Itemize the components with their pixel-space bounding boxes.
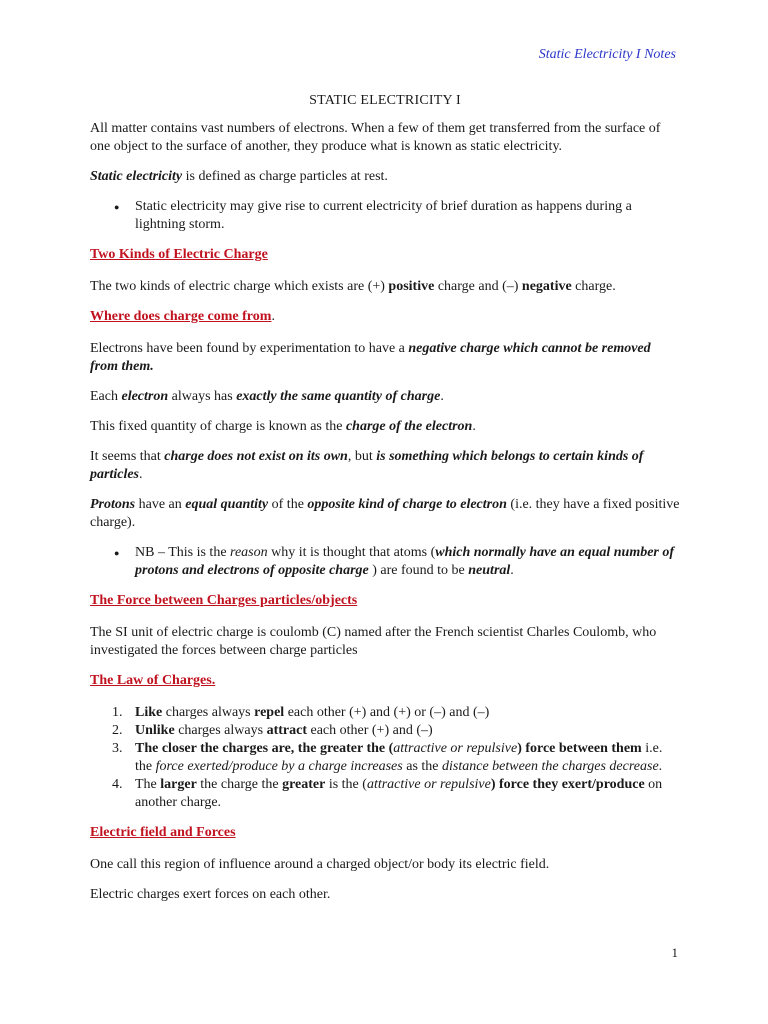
text-span: . [139,467,143,482]
text-span: Each [90,389,122,404]
text-span: . [440,389,444,404]
text-span: have an [135,497,186,512]
emphasis: charge does not exist on its own [164,449,348,464]
text-span: The [135,777,161,792]
header-note: Static Electricity I Notes [538,47,676,62]
heading-law-of-charges: The Law of Charges. [90,673,216,688]
emphasis: equal quantity [185,497,269,512]
definition-term: Static electricity [90,169,183,184]
emphasis: electron [121,389,169,404]
emphasis: Protons [90,497,136,512]
origin-paragraph-5 [90,496,680,532]
text-span: It seems that [90,449,165,464]
text-span: always has [168,389,237,404]
list-item [90,722,680,740]
law-list [90,704,680,812]
emphasis: charge of the electron [345,419,473,434]
text-span: each other (+) and (+) or (–) and (–) [284,705,490,720]
list-number: 1. [112,705,123,720]
list-item [90,704,680,722]
emphasis: attractive or repulsive [393,741,518,756]
text-span: (i.e. they have a fixed positive charge). [90,497,680,530]
text-span: This fixed quantity of charge is known as the [90,419,346,434]
emphasis: negative charge which cannot be removed from them. [90,341,651,374]
heading-text: Where does charge come from [90,309,272,324]
origin-paragraph-2 [90,388,680,406]
emphasis: reason [230,545,268,560]
emphasis: attractive or repulsive [366,777,491,792]
field-paragraph-2: Electric charges exert forces on each other. [90,887,331,902]
text-span: is the ( [325,777,367,792]
list-number: 2. [112,723,123,738]
text-span: ) are found to be [368,563,469,578]
text-span: , but [347,449,377,464]
list-item [90,740,680,776]
intro-paragraph: All matter contains vast numbers of electrons. When a few of them get transferred from the surface of one object to the surface of another, they produce what is known as static electricity. [90,121,661,154]
list-number: 4. [112,777,123,792]
text-span: charges always [162,705,255,720]
list-number: 3. [112,741,123,756]
emphasis: opposite kind of charge to electron [307,497,507,512]
heading-tail: . [271,309,275,324]
field-paragraph-1: One call this region of influence around a charged object/or body its electric field. [90,857,550,872]
emphasis: neutral [468,563,511,578]
origin-paragraph-3 [90,418,680,436]
text-span: of the [268,497,308,512]
emphasis: greater [282,777,326,792]
text-span: i.e. the [135,741,663,774]
emphasis: Like [135,705,163,720]
emphasis: which normally have an equal number of protons and electrons of opposite charge [135,545,675,578]
text-span: . [658,759,663,774]
page-number: 1 [671,945,678,960]
emphasis: Unlike [135,723,175,738]
negative-term: negative [521,279,572,294]
emphasis: force exerted/produce by a charge increases [155,759,403,774]
emphasis: repel [254,705,285,720]
emphasis: attract [266,723,307,738]
emphasis: larger [160,777,197,792]
page-title: STATIC ELECTRICITY I [309,93,461,108]
emphasis: The closer the charges are, the greater the ( [135,741,394,756]
heading-two-kinds: Two Kinds of Electric Charge [90,247,268,262]
origin-paragraph-4 [90,448,680,484]
emphasis: distance between the charges decrease [442,759,659,774]
emphasis: ) force they exert/produce [490,777,645,792]
text-span: the charge the [196,777,283,792]
text-span: Electrons have been found by experimentation to have a [90,341,409,356]
text-span: . [472,419,476,434]
text-span: charges always [174,723,267,738]
positive-term: positive [388,279,435,294]
origin-paragraph-1 [90,340,680,376]
emphasis: ) force between them [517,741,642,756]
text-span: NB – This is the [135,545,231,560]
text-span: each other (+) and (–) [306,723,433,738]
list-item: ● Static electricity may give rise to current electricity of brief duration as happens during a lightning storm. [90,198,680,234]
text-span: The two kinds of electric charge which exists are (+) [90,279,389,294]
heading-electric-field: Electric field and Forces [90,825,236,840]
force-paragraph: The SI unit of electric charge is coulomb (C) named after the French scientist Charles Coulomb, who investigated the forces between charge particles [90,625,657,658]
kinds-paragraph [90,278,680,296]
text-span: as the [402,759,442,774]
list-item [90,776,680,812]
list-item [90,544,680,580]
heading-charge-origin [90,308,680,326]
text-span: on another charge. [135,777,663,810]
definition-text: is defined as charge particles at rest. [182,169,388,184]
emphasis: is something which belongs to certain kinds of particles [90,449,644,482]
definition-paragraph [90,168,680,186]
text-span: charge. [571,279,616,294]
document-body [90,92,680,916]
emphasis: exactly the same quantity of charge [236,389,441,404]
text-span: . [510,563,514,578]
heading-force: The Force between Charges particles/objects [90,593,358,608]
bullet-list-2 [90,544,680,580]
text-span: charge and (–) [434,279,522,294]
bullet-list-1 [90,198,680,234]
text-span: why it is thought that atoms ( [267,545,436,560]
